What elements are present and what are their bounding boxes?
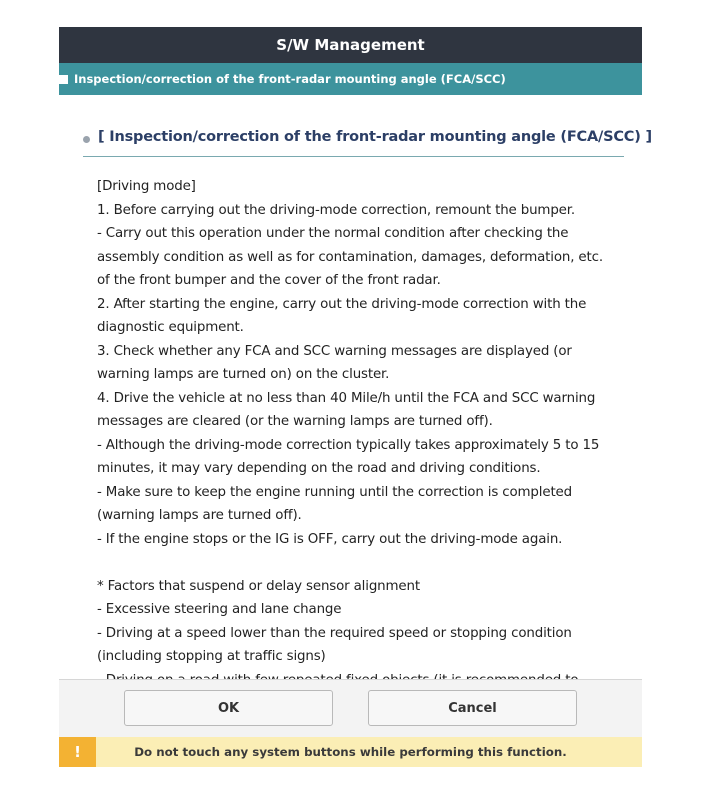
ok-button[interactable]: OK [124,690,333,726]
instruction-line: assembly condition as well as for contamination, damages, deformation, etc. [97,249,603,265]
dialog-title: S/W Management [59,27,642,63]
instruction-line: - If the engine stops or the IG is OFF, carry out the driving-mode again. [97,531,563,547]
instruction-line: 1. Before carrying out the driving-mode correction, remount the bumper. [97,202,575,218]
warning-text: Do not touch any system buttons while performing this function. [134,745,567,759]
instruction-line: (including stopping at traffic signs) [97,649,326,664]
sw-management-dialog [59,27,652,767]
instruction-line: - Carry out this operation under the normal condition after checking the [97,226,569,241]
instruction-line: 3. Check whether any FCA and SCC warning messages are displayed (or [97,343,572,359]
instructions-text [97,175,632,692]
section-title: [ Inspection/correction of the front-radar mounting angle (FCA/SCC) ] [98,129,652,145]
dialog-footer [59,679,642,737]
instruction-line: 2. After starting the engine, carry out the driving-mode correction with the [97,296,587,312]
square-bullet-icon [59,75,68,84]
cancel-button[interactable]: Cancel [368,690,577,726]
instruction-line: minutes, it may vary depending on the road and driving conditions. [97,461,541,476]
instruction-line: of the front bumper and the cover of the front radar. [97,273,441,288]
dialog-subheader [59,63,642,95]
warning-icon: ! [59,737,96,767]
instruction-line: warning lamps are turned on) on the cluster. [97,367,390,382]
instruction-line: (warning lamps are turned off). [97,508,302,523]
subheader-label: Inspection/correction of the front-radar mounting angle (FCA/SCC) [74,72,506,86]
instruction-line: * Factors that suspend or delay sensor alignment [97,578,420,594]
circle-bullet-icon [83,136,90,143]
warning-bar [59,737,642,767]
section-heading [83,129,652,157]
instruction-line: messages are cleared (or the warning lamps are turned off). [97,414,493,429]
content-area[interactable] [59,95,652,679]
instruction-line: - Excessive steering and lane change [97,602,342,617]
blank-line [97,551,632,575]
instruction-line: diagnostic equipment. [97,320,244,335]
instruction-line: 4. Drive the vehicle at no less than 40 Mile/h until the FCA and SCC warning [97,390,596,406]
instruction-line: - Although the driving-mode correction typically takes approximately 5 to 15 [97,437,600,453]
instruction-line: - Make sure to keep the engine running until the correction is completed [97,484,572,500]
instruction-line: [Driving mode] [97,179,196,194]
instruction-line: - Driving at a speed lower than the required speed or stopping condition [97,625,572,641]
